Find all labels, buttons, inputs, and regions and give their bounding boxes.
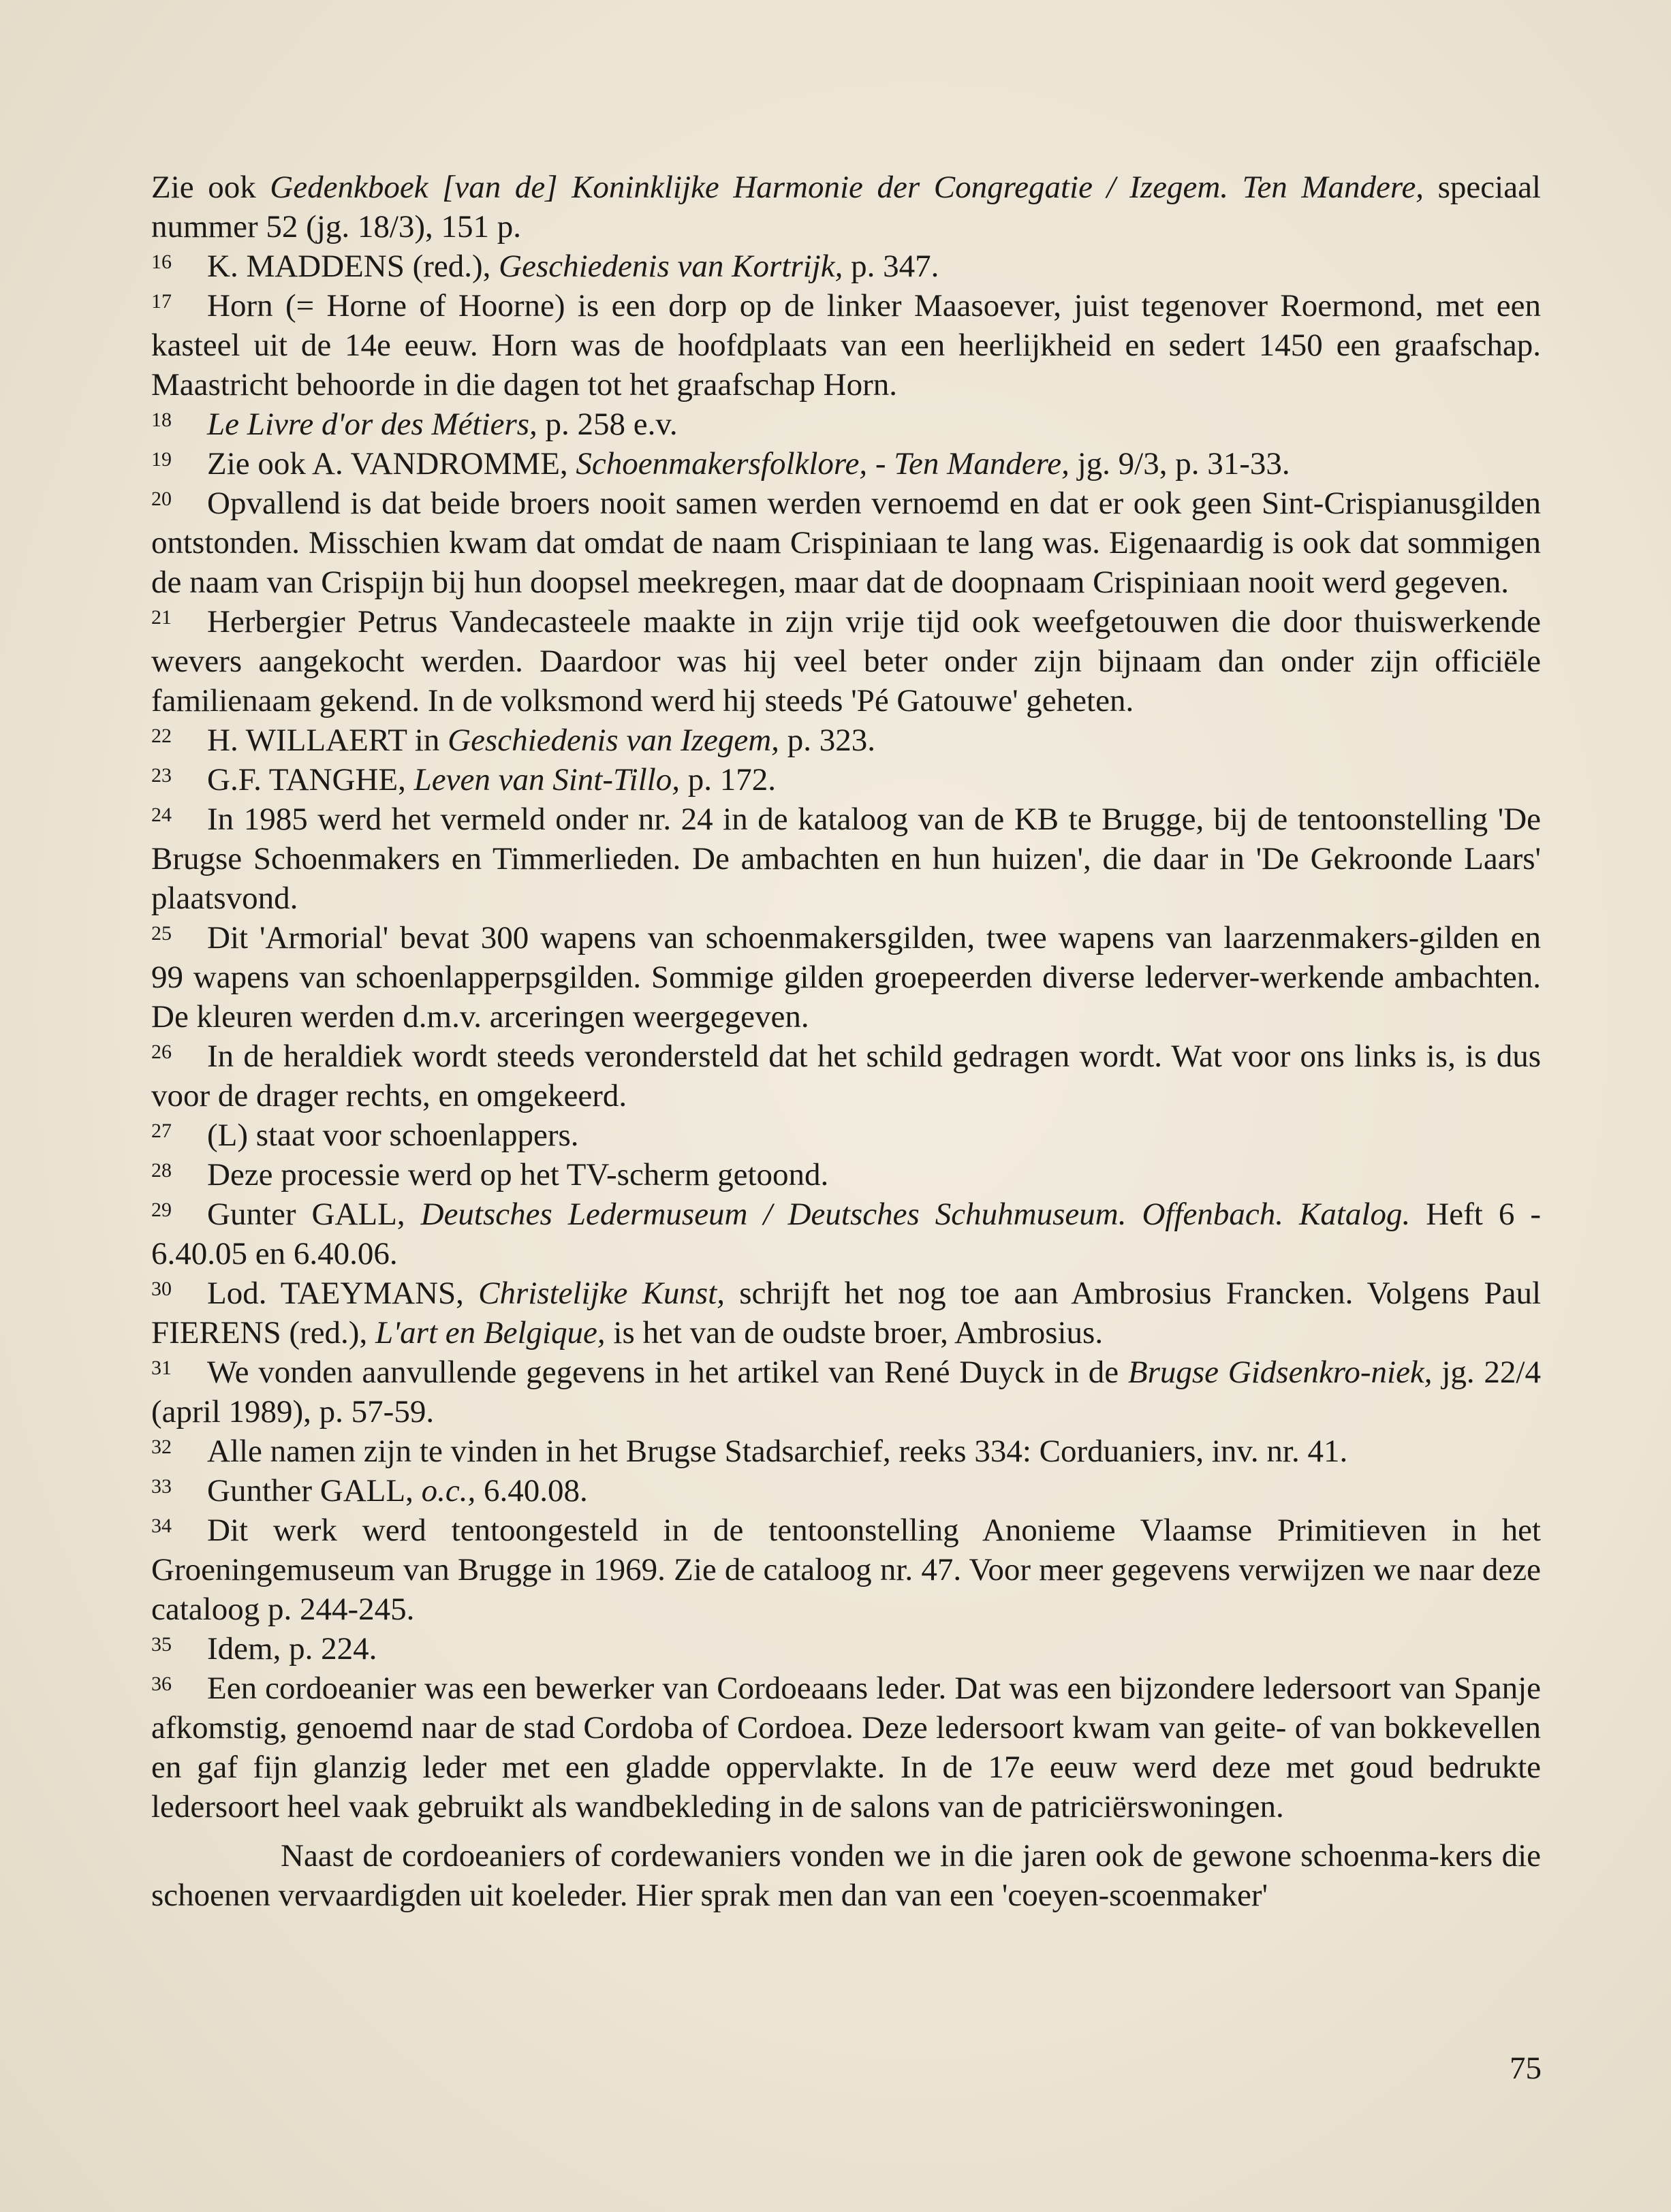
footnote — [151, 1511, 1541, 1629]
footnote — [151, 168, 1541, 247]
body-paragraph: Naast de cordoeaniers of cordewaniers vonden we in die jaren ook de gewone schoenma-kers die schoenen vervaardigden uit koeleder. Hier sprak men dan van een 'coeyen-scoenmaker' — [151, 1838, 1541, 1913]
footnote-text: speciaal nummer 52 (jg. 18/3), 151 p. — [151, 170, 1541, 244]
footnote — [151, 1274, 1541, 1353]
footnote — [151, 405, 1541, 444]
footnote — [151, 444, 1541, 484]
footnote — [151, 760, 1541, 800]
footnote — [151, 1353, 1541, 1432]
footnote — [151, 800, 1541, 918]
footnote-number: 26 — [151, 1041, 172, 1063]
footnote-text: Idem, p. 224. — [207, 1631, 377, 1666]
footnote-text: jg. 9/3, p. 31-33. — [1069, 446, 1290, 481]
footnote — [151, 1155, 1541, 1195]
footnote-text: p. 323. — [779, 723, 875, 758]
footnote-number: 28 — [151, 1159, 172, 1182]
footnote-italic-text: Schoenmakersfolklore, - Ten Mandere, — [576, 446, 1069, 481]
footnote-text: Deze processie werd op het TV-scherm getoond. — [207, 1157, 829, 1192]
footnote-text: is het van de oudste broer, Ambrosius. — [605, 1315, 1104, 1350]
footnote-text: In de heraldiek wordt steeds verondersteld dat het schild gedragen wordt. Wat voor ons links is, is dus voor de drager rechts, en omgekeerd. — [151, 1039, 1541, 1113]
footnote-number: 20 — [151, 488, 172, 510]
footnote — [151, 602, 1541, 721]
footnote-number: 25 — [151, 922, 172, 945]
footnote-italic-text: Deutsches Ledermuseum / Deutsches Schuhmuseum. Offenbach. Katalog. — [420, 1197, 1411, 1232]
footnote — [151, 1432, 1541, 1471]
footnote-number: 34 — [151, 1515, 172, 1537]
footnote-number: 18 — [151, 409, 172, 431]
footnote — [151, 1669, 1541, 1827]
footnote-number: 23 — [151, 764, 172, 787]
footnote-number: 19 — [151, 448, 172, 471]
footnote-italic-text: Le Livre d'or des Métiers, — [207, 407, 537, 442]
footnote-number: 30 — [151, 1278, 172, 1300]
footnote-number: 27 — [151, 1120, 172, 1142]
footnote — [151, 1471, 1541, 1511]
footnote-number: 35 — [151, 1633, 172, 1656]
page-number: 75 — [1510, 2051, 1542, 2086]
footnote-text: Dit werk werd tentoongesteld in de tentoonstelling Anonieme Vlaamse Primitieven in het Groeningemuseum van Brugge in 1969. Zie de cataloog nr. 47. Voor meer gegevens verwijzen we naar deze cataloog p. 244-245. — [151, 1513, 1541, 1627]
footnote-text: Horn (= Horne of Hoorne) is een dorp op de linker Maasoever, juist tegenover Roermond, met een kasteel uit de 14e eeuw. Horn was de hoofdplaats van een heerlijkheid en sedert 1450 een graafschap. Maastricht behoorde in die dagen tot het graafschap Horn. — [151, 288, 1541, 402]
footnote-text: In 1985 werd het vermeld onder nr. 24 in de kataloog van de KB te Brugge, bij de tentoonstelling 'De Brugse Schoenmakers en Timmerlieden. De ambachten en hun huizen', die daar in 'De Gekroonde Laars' plaatsvond. — [151, 802, 1541, 916]
footnote-number: 24 — [151, 804, 172, 826]
footnote-text: Dit 'Armorial' bevat 300 wapens van schoenmakersgilden, twee wapens van laarzenmakers-gilden en 99 wapens van schoenlapperpsgilden. Sommige gilden groepeerden diverse lederver-werkende ambachten. De kleuren werden d.m.v. arceringen weergegeven. — [151, 920, 1541, 1034]
footnote-list — [151, 168, 1541, 1827]
footnote-text: G.F. TANGHE, — [207, 762, 414, 797]
footnote-text: jg. 22/4 (april 1989), p. 57-59. — [151, 1355, 1541, 1429]
footnote-text: Opvallend is dat beide broers nooit samen werden vernoemd en dat er ook geen Sint-Crispianusgilden ontstonden. Misschien kwam dat omdat de naam Crispiniaan te lang was. Eigenaardig is ook dat sommigen de naam van Crispijn bij hun doopsel meekregen, maar dat de doopnaam Crispiniaan nooit werd gegeven. — [151, 486, 1541, 600]
footnote-text: schrijft het nog toe aan Ambrosius Francken. Volgens Paul FIERENS (red.), — [151, 1276, 1542, 1350]
footnote-italic-text: o.c., — [421, 1473, 476, 1508]
footnote-text: Lod. TAEYMANS, — [207, 1276, 479, 1311]
footnote-italic-text: Gedenkboek [van de] Koninklijke Harmonie der Congregatie / Izegem. Ten Mandere, — [270, 170, 1424, 205]
footnote-italic-text: L'art en Belgique, — [375, 1315, 606, 1350]
footnote — [151, 1116, 1541, 1155]
footnote — [151, 1037, 1541, 1116]
footnote-number: 22 — [151, 725, 172, 747]
footnote-number: 32 — [151, 1436, 172, 1458]
footnote — [151, 1629, 1541, 1669]
footnote-text: p. 347. — [843, 249, 939, 284]
footnote-text: Herbergier Petrus Vandecasteele maakte in zijn vrije tijd ook weefgetouwen die door thuiswerkende wevers aangekocht werden. Daardoor was hij veel beter onder zijn bijnaam dan onder zijn officiële familienaam gekend. In de volksmond werd hij steeds 'Pé Gatouwe' geheten. — [151, 604, 1541, 718]
footnote-text: Zie ook — [151, 170, 270, 205]
footnote-text: H. WILLAERT in — [207, 723, 448, 758]
footnote-italic-text: Leven van Sint-Tillo, — [413, 762, 680, 797]
footnote-text: (L) staat voor schoenlappers. — [207, 1118, 579, 1153]
footnote — [151, 247, 1541, 286]
footnote — [151, 484, 1541, 602]
footnote-text: Alle namen zijn te vinden in het Brugse Stadsarchief, reeks 334: Corduaniers, inv. nr. 41. — [207, 1434, 1348, 1469]
footnote-text: p. 172. — [679, 762, 776, 797]
footnote-number: 36 — [151, 1673, 172, 1695]
footnote-text: Een cordoeanier was een bewerker van Cordoeaans leder. Dat was een bijzondere ledersoort van Spanje afkomstig, genoemd naar de stad Cordoba of Cordoea. Deze ledersoort kwam van geite- of van bokkevellen en gaf fijn glanzig leder met een gladde oppervlakte. In de 17e eeuw werd deze met goud bedrukte ledersoort heel vaak gebruikt als wandbekleding in de salons van de patriciërswoningen. — [151, 1671, 1541, 1824]
footnote-text: Zie ook A. VANDROMME, — [207, 446, 576, 481]
footnote-number: 16 — [151, 251, 172, 273]
footnote-italic-text: Christelijke Kunst, — [478, 1276, 725, 1311]
footnote-italic-text: Geschiedenis van Izegem, — [448, 723, 779, 758]
footnote-text: p. 258 e.v. — [537, 407, 678, 442]
footnote-number: 31 — [151, 1357, 172, 1379]
footnote-text: Heft 6 - 6.40.05 en 6.40.06. — [151, 1197, 1541, 1271]
footnote-number: 33 — [151, 1475, 172, 1498]
footnote-italic-text: Geschiedenis van Kortrijk, — [499, 249, 843, 284]
footnote-italic-text: Brugse Gidsenkro-niek, — [1127, 1355, 1433, 1390]
footnote — [151, 1195, 1541, 1274]
footnotes-block — [151, 168, 1541, 1947]
footnote-text: Gunther GALL, — [207, 1473, 422, 1508]
footnote-text: 6.40.08. — [475, 1473, 588, 1508]
footnote-number: 29 — [151, 1199, 172, 1221]
footnote — [151, 918, 1541, 1037]
footnote-text: Gunter GALL, — [207, 1197, 421, 1232]
footnote-number: 17 — [151, 290, 172, 313]
footnote-text: We vonden aanvullende gegevens in het artikel van René Duyck in de — [207, 1355, 1128, 1390]
footnote-text: K. MADDENS (red.), — [207, 249, 499, 284]
footnote-number: 21 — [151, 606, 172, 629]
footnote — [151, 286, 1541, 405]
footnote — [151, 721, 1541, 760]
